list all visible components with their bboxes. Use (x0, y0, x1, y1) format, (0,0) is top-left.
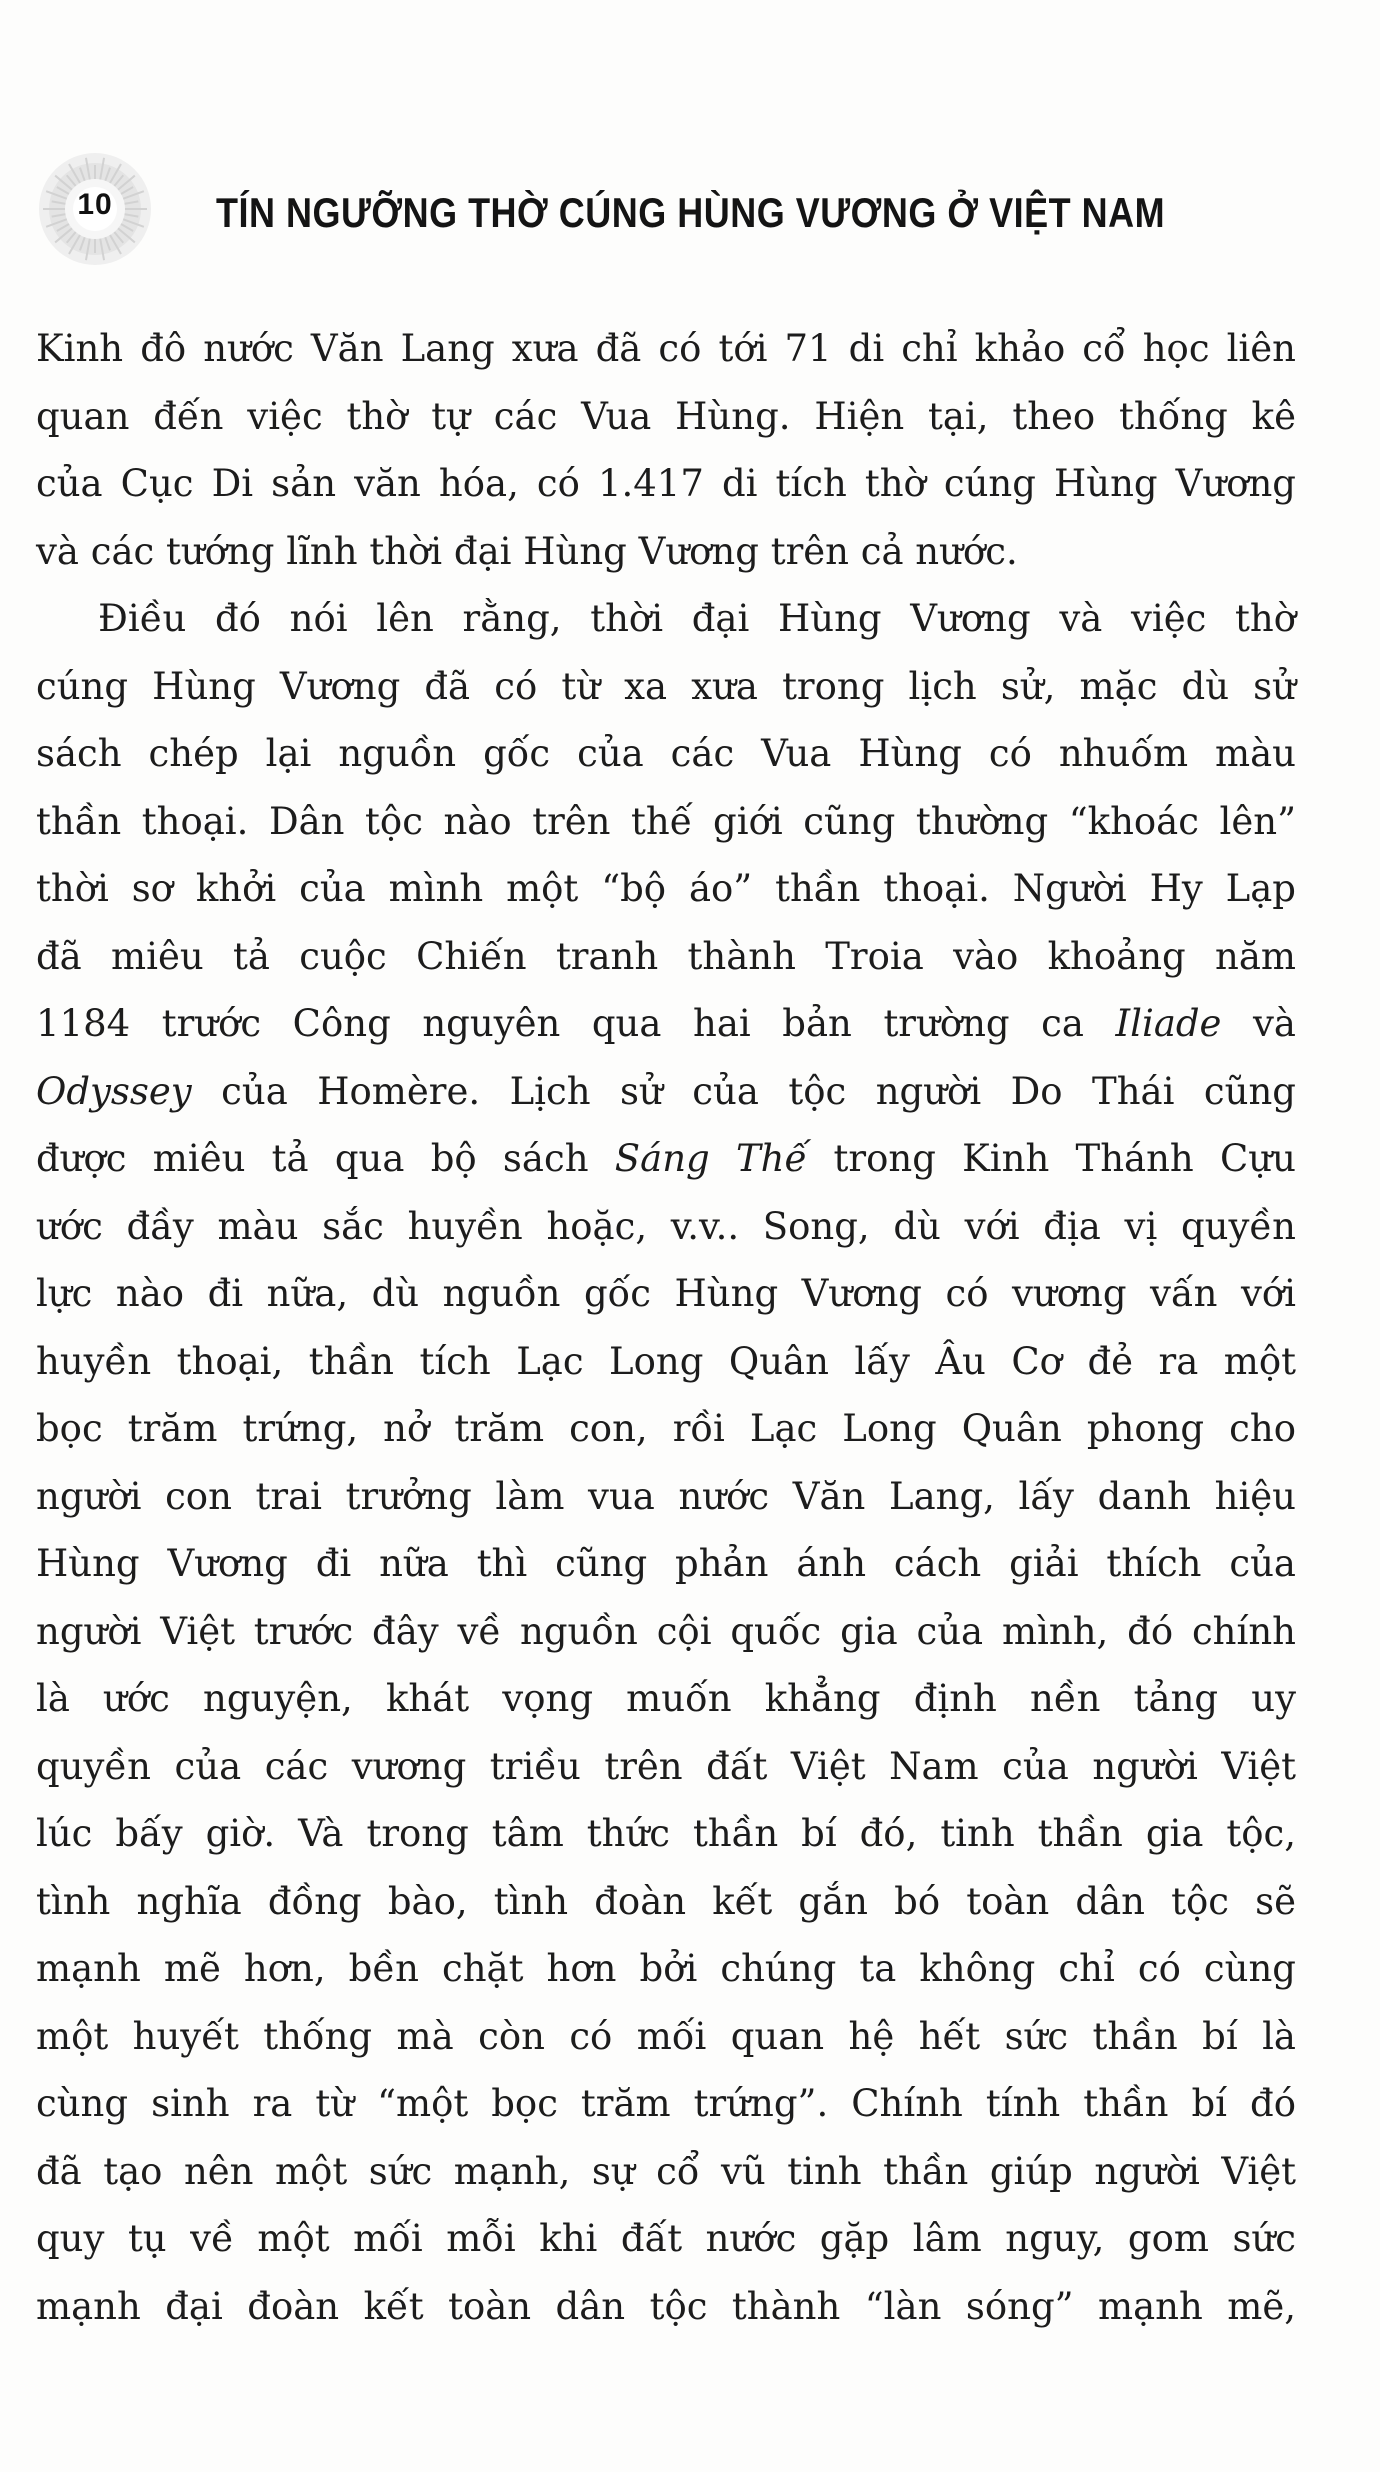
text-line (36, 1935, 1296, 2003)
text-line (36, 1530, 1296, 1598)
text-segment: và (1221, 1002, 1296, 1045)
text-line (36, 1260, 1296, 1328)
text-line (36, 1328, 1296, 1396)
text-line (36, 1463, 1296, 1531)
page-number: 10 (77, 188, 113, 221)
text-segment: mạnh đại đoàn kết toàn dân tộc thành “làn sóng” mạnh mẽ, (36, 2284, 1296, 2328)
text-segment: của Cục Di sản văn hóa, có 1.417 di tích thờ cúng Hùng Vương (36, 462, 1296, 505)
text-segment: cùng sinh ra từ “một bọc trăm trứng”. Chính tính thần bí đó (36, 2082, 1296, 2125)
text-line (36, 1868, 1296, 1936)
text-line (36, 1800, 1296, 1868)
text-line (36, 1733, 1296, 1801)
text-line (36, 923, 1296, 991)
text-line (36, 2070, 1296, 2138)
text-segment: huyền thoại, thần tích Lạc Long Quân lấy Âu Cơ đẻ ra một (36, 1339, 1296, 1383)
text-line (36, 653, 1296, 721)
text-segment: ước đầy màu sắc huyền hoặc, v.v.. Song, dù với địa vị quyền (36, 1204, 1296, 1248)
text-line (36, 2273, 1296, 2341)
italic-title: Sáng Thế (614, 1137, 808, 1180)
text-line (36, 1193, 1296, 1261)
text-segment: bọc trăm trứng, nở trăm con, rồi Lạc Long Quân phong cho (36, 1407, 1296, 1450)
text-segment: Kinh đô nước Văn Lang xưa đã có tới 71 di chỉ khảo cổ học liên (36, 327, 1296, 370)
text-segment: người Việt trước đây về nguồn cội quốc gia của mình, đó chính (36, 1609, 1296, 1653)
text-segment: mạnh mẽ hơn, bền chặt hơn bởi chúng ta không chỉ có cùng (36, 1947, 1296, 1990)
text-line (36, 2138, 1296, 2206)
page-header (36, 150, 1346, 270)
text-line (36, 855, 1296, 923)
text-line (36, 1058, 1296, 1126)
text-segment: được miêu tả qua bộ sách (36, 1137, 615, 1180)
text-line (36, 1598, 1296, 1666)
text-line (36, 990, 1296, 1058)
text-line (36, 450, 1296, 518)
text-line (36, 1125, 1296, 1193)
text-line (36, 518, 1296, 586)
text-segment: một huyết thống mà còn có mối quan hệ hết sức thần bí là (36, 2014, 1296, 2058)
text-line (36, 1665, 1296, 1733)
text-segment: đã tạo nên một sức mạnh, sự cổ vũ tinh thần giúp người Việt (36, 2149, 1296, 2193)
text-segment: đã miêu tả cuộc Chiến tranh thành Troia vào khoảng năm (36, 934, 1296, 978)
italic-title: Iliade (1115, 1002, 1222, 1045)
text-segment: quan đến việc thờ tự các Vua Hùng. Hiện tại, theo thống kê (36, 394, 1296, 438)
text-segment: người con trai trưởng làm vua nước Văn Lang, lấy danh hiệu (36, 1474, 1296, 1518)
text-line (36, 2003, 1296, 2071)
text-line (36, 1395, 1296, 1463)
text-segment: cúng Hùng Vương đã có từ xa xưa trong lịch sử, mặc dù sử (36, 664, 1296, 708)
text-line (36, 788, 1296, 856)
text-segment: và các tướng lĩnh thời đại Hùng Vương trên cả nước. (36, 529, 1018, 573)
text-line (36, 383, 1296, 451)
text-line (36, 315, 1296, 383)
body-text (36, 315, 1296, 2340)
text-segment: Điều đó nói lên rằng, thời đại Hùng Vương và việc thờ (98, 597, 1296, 640)
text-segment: của Homère. Lịch sử của tộc người Do Thái cũng (191, 1069, 1296, 1113)
text-segment: lúc bấy giờ. Và trong tâm thức thần bí đó, tinh thần gia tộc, (36, 1812, 1296, 1855)
text-segment: sách chép lại nguồn gốc của các Vua Hùng có nhuốm màu (36, 732, 1296, 775)
text-segment: trong Kinh Thánh Cựu (807, 1137, 1296, 1180)
text-segment: tình nghĩa đồng bào, tình đoàn kết gắn bó toàn dân tộc sẽ (36, 1879, 1296, 1923)
italic-title: Odyssey (36, 1069, 192, 1113)
text-line (36, 2205, 1296, 2273)
text-segment: 1184 trước Công nguyên qua hai bản trường ca (36, 1002, 1116, 1045)
text-segment: thời sơ khởi của mình một “bộ áo” thần thoại. Người Hy Lạp (36, 867, 1296, 910)
running-header-title: TÍN NGƯỠNG THỜ CÚNG HÙNG VƯƠNG Ở VIỆT NAM (216, 188, 1166, 236)
text-segment: quy tụ về một mối mỗi khi đất nước gặp lâm nguy, gom sức (36, 2217, 1296, 2260)
text-segment: Hùng Vương đi nữa thì cũng phản ánh cách giải thích của (36, 1542, 1296, 1585)
text-line (36, 720, 1296, 788)
text-line (36, 585, 1296, 653)
text-segment: là ước nguyện, khát vọng muốn khẳng định nền tảng uy (36, 1677, 1296, 1720)
text-segment: quyền của các vương triều trên đất Việt Nam của người Việt (36, 1744, 1296, 1788)
text-segment: thần thoại. Dân tộc nào trên thế giới cũng thường “khoác lên” (36, 799, 1296, 843)
text-segment: lực nào đi nữa, dù nguồn gốc Hùng Vương có vương vấn với (36, 1272, 1296, 1315)
